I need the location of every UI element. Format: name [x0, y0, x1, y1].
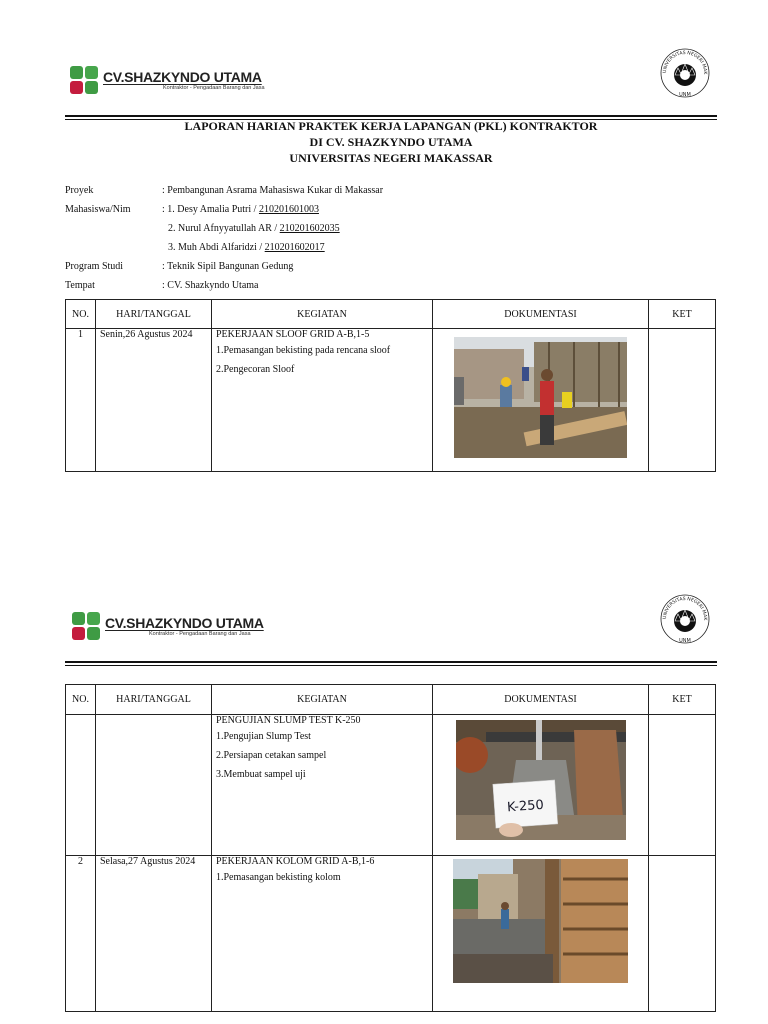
activity-title: PEKERJAAN KOLOM GRID A-B,1-6: [216, 856, 375, 867]
proyek-label: Proyek: [65, 185, 94, 196]
col-dokumentasi: DOKUMENTASI: [433, 300, 649, 329]
activity-item: 1.Pemasangan bekisting pada rencana sloof: [216, 345, 391, 356]
row-kegiatan: [212, 329, 433, 472]
header-rule: [65, 115, 717, 117]
k250-sign-text: K-250: [506, 797, 544, 816]
col-no: NO.: [66, 300, 96, 329]
row-kegiatan: [212, 715, 433, 856]
company-name: CV.SHAZKYNDO UTAMA: [105, 614, 264, 631]
student-3: 3. Muh Abdi Alfaridzi / 210201602017: [168, 242, 325, 253]
row-dokumentasi: [433, 856, 649, 1012]
activity-item: 2.Pengecoran Sloof: [216, 364, 295, 375]
col-no: NO.: [66, 685, 96, 715]
student-1: : 1. Desy Amalia Putri / 210201601003: [162, 204, 319, 215]
seal-text: UNIVERSITAS NEGERI MAK: [662, 596, 708, 621]
unm-seal-icon: [658, 46, 712, 100]
slump-test-photo: [456, 720, 626, 840]
row-ket: [649, 856, 716, 1012]
info-labels: [65, 181, 131, 295]
row-kegiatan: [212, 856, 433, 1012]
student-2: 2. Nurul Afnyyatullah AR / 210201602035: [168, 223, 340, 234]
activity-table-page1: [65, 299, 716, 472]
prodi-value: : Teknik Sipil Bangunan Gedung: [162, 261, 294, 272]
report-title: LAPORAN HARIAN PRAKTEK KERJA LAPANGAN (PKL) KONTRAKTOR DI CV. SHAZKYNDO UTAMA UNIVERSITAS NEGERI MAKASSAR: [184, 119, 598, 165]
table-row: [66, 856, 716, 1012]
col-kegiatan: KEGIATAN: [212, 685, 433, 715]
unm-seal-icon: [658, 592, 712, 646]
row-date: Selasa,27 Agustus 2024: [96, 856, 212, 1012]
activity-item: 3.Membuat sampel uji: [216, 769, 306, 780]
row-date: [96, 715, 212, 856]
proyek-value: : Pembangunan Asrama Mahasiswa Kukar di Makassar: [162, 185, 384, 196]
row-dokumentasi: [433, 715, 649, 856]
company-name: CV.SHAZKYNDO UTAMA: [103, 68, 262, 85]
row-ket: [649, 715, 716, 856]
company-tagline: Kontraktor - Pengadaan Barang dan Jasa: [163, 84, 265, 91]
activity-title: PEKERJAAN SLOOF GRID A-B,1-5: [216, 329, 370, 340]
table-row: [66, 329, 716, 472]
col-ket: KET: [649, 685, 716, 715]
col-hari: HARI/TANGGAL: [96, 685, 212, 715]
activity-title: PENGUJIAN SLUMP TEST K-250: [216, 715, 361, 726]
table-header-row: [66, 685, 716, 715]
seal-text: UNIVERSITAS NEGERI MAK: [662, 50, 708, 75]
header-rule: [65, 661, 717, 663]
logo-squares-icon: [72, 612, 100, 640]
activity-item: 1.Pengujian Slump Test: [216, 731, 311, 742]
seal-abbr: UNM: [679, 92, 691, 98]
col-kegiatan: KEGIATAN: [212, 300, 433, 329]
col-dokumentasi: DOKUMENTASI: [433, 685, 649, 715]
row-no: 2: [66, 856, 96, 1012]
company-logo: [70, 66, 265, 94]
row-date: Senin,26 Agustus 2024: [96, 329, 212, 472]
tempat-value: : CV. Shazkyndo Utama: [162, 280, 259, 291]
company-logo-page2: [72, 612, 264, 640]
mahasiswa-label: Mahasiswa/Nim: [65, 204, 131, 215]
activity-item: 1.Pemasangan bekisting kolom: [216, 872, 341, 883]
sloof-work-photo: [454, 337, 627, 458]
row-dokumentasi: [433, 329, 649, 472]
activity-table-page2: [65, 684, 716, 1012]
prodi-label: Program Studi: [65, 261, 124, 272]
company-tagline: Kontraktor - Pengadaan Barang dan Jasa: [149, 630, 251, 637]
table-header-row: [66, 300, 716, 329]
header-rule-thin: [65, 665, 717, 666]
column-formwork-photo: [453, 859, 628, 983]
row-no: 1: [66, 329, 96, 472]
row-ket: [649, 329, 716, 472]
tempat-label: Tempat: [65, 280, 95, 291]
col-ket: KET: [649, 300, 716, 329]
info-values: [162, 181, 383, 295]
activity-item: 2.Persiapan cetakan sampel: [216, 750, 327, 761]
seal-abbr: UNM: [679, 638, 691, 644]
logo-squares-icon: [70, 66, 98, 94]
col-hari: HARI/TANGGAL: [96, 300, 212, 329]
table-row: [66, 715, 716, 856]
row-no: [66, 715, 96, 856]
